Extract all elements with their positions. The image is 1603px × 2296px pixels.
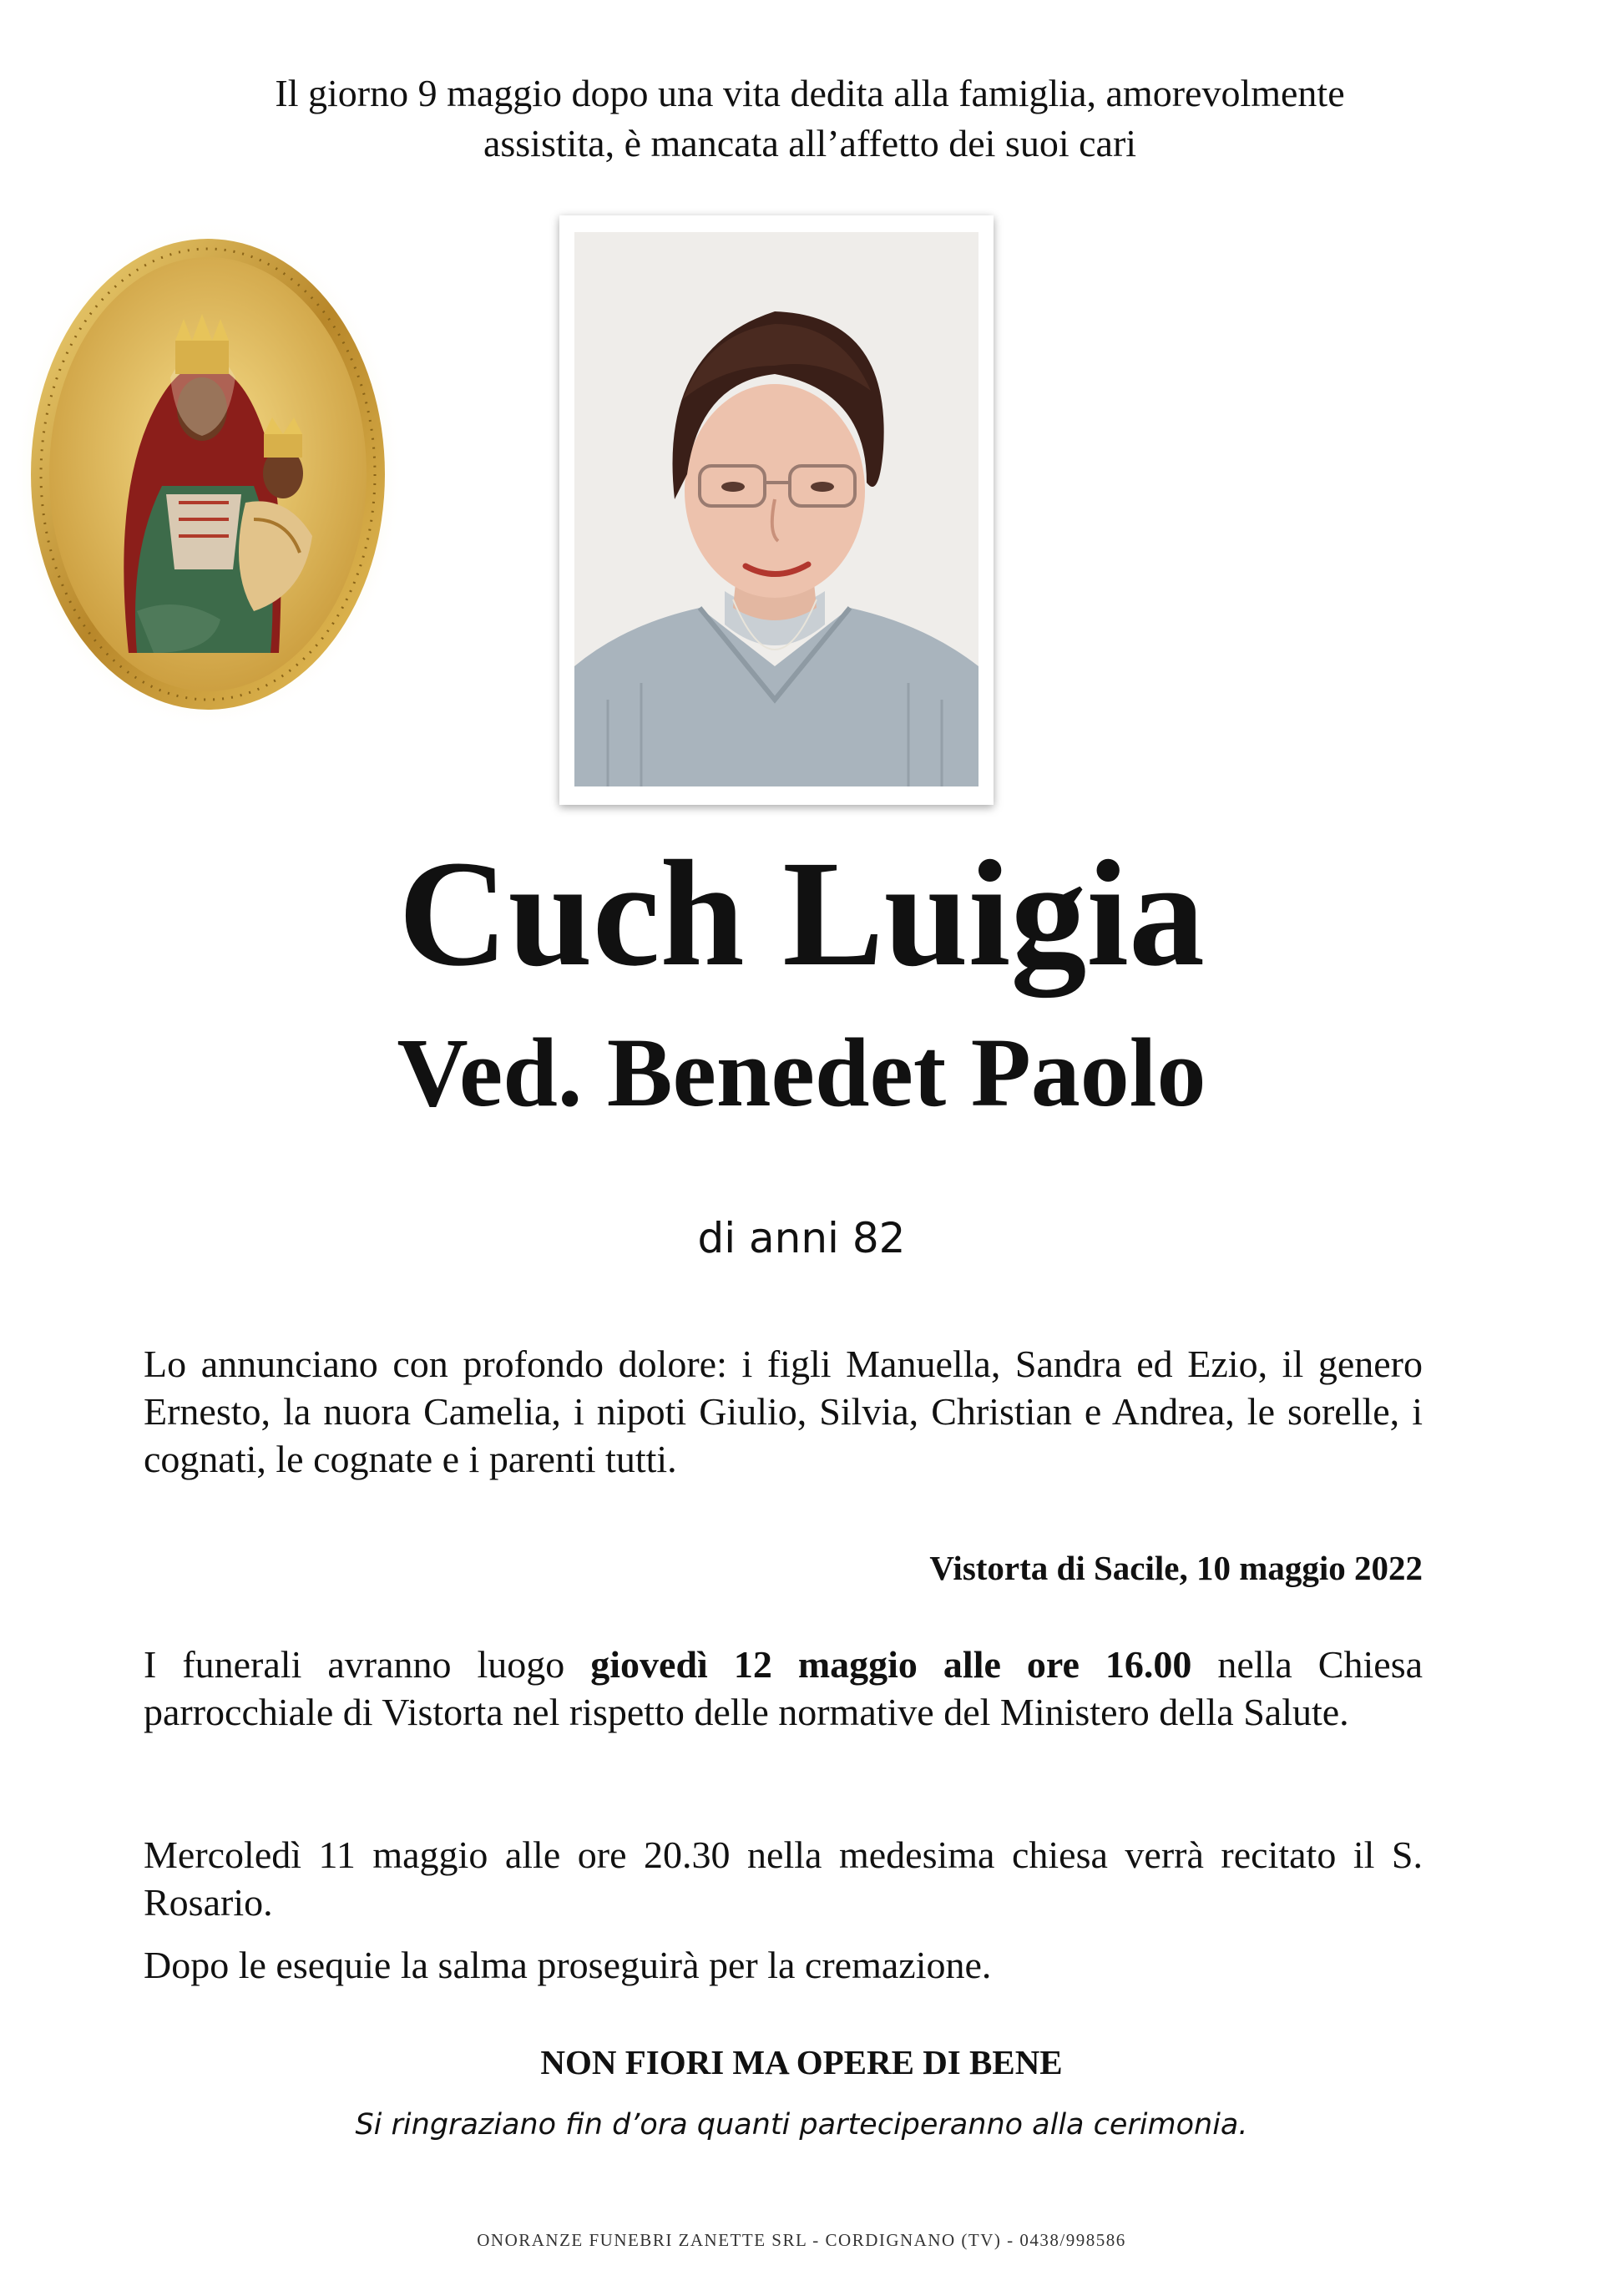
funeral-info <box>144 1641 1423 1736</box>
thanks-note: Si ringraziano fin d’ora quanti parteciperanno alla cerimonia. <box>355 2108 1248 2142</box>
intro-text <box>159 68 1461 169</box>
funeral-date-time: giovedì 12 maggio alle ore 16.00 <box>590 1643 1192 1686</box>
deceased-name: Cuch Luigia <box>398 830 1205 998</box>
age: di anni 82 <box>697 1214 906 1262</box>
funeral-info-post: nella Chiesa parrocchiale di Vistorta nel rispetto delle normative del Ministero della Salute. <box>144 1643 1423 1733</box>
funeral-info-pre: I funerali avranno luogo <box>144 1643 591 1686</box>
no-flowers-notice: NON FIORI MA OPERE DI BENE <box>540 2043 1063 2081</box>
place-date: Vistorta di Sacile, 10 maggio 2022 <box>929 1549 1423 1587</box>
rosary-info: Mercoledì 11 maggio alle ore 20.30 nella medesima chiesa verrà recitato il S. Rosario. <box>144 1833 1423 1924</box>
madonna-icon-image <box>12 219 404 730</box>
widow-of: Ved. Benedet Paolo <box>397 1018 1206 1127</box>
intro-line-1: Il giorno 9 maggio dopo una vita dedita alla famiglia, amorevolmente <box>275 72 1345 114</box>
portrait-photo-frame <box>559 215 994 805</box>
funeral-home-footer: ONORANZE FUNEBRI ZANETTE SRL - CORDIGNANO (TV) - 0438/998586 <box>477 2230 1126 2250</box>
intro-line-2: assistita, è mancata all’affetto dei suoi cari <box>483 122 1137 164</box>
portrait-photo <box>574 232 978 786</box>
announcement-text: Lo annunciano con profondo dolore: i figli Manuella, Sandra ed Ezio, il genero Ernesto, la nuora Camelia, i nipoti Giulio, Silvia, Christian e Andrea, le sorelle, i cognati, le cognate e i parenti tutti. <box>144 1343 1423 1480</box>
cremation-info: Dopo le esequie la salma proseguirà per la cremazione. <box>144 1944 992 1986</box>
